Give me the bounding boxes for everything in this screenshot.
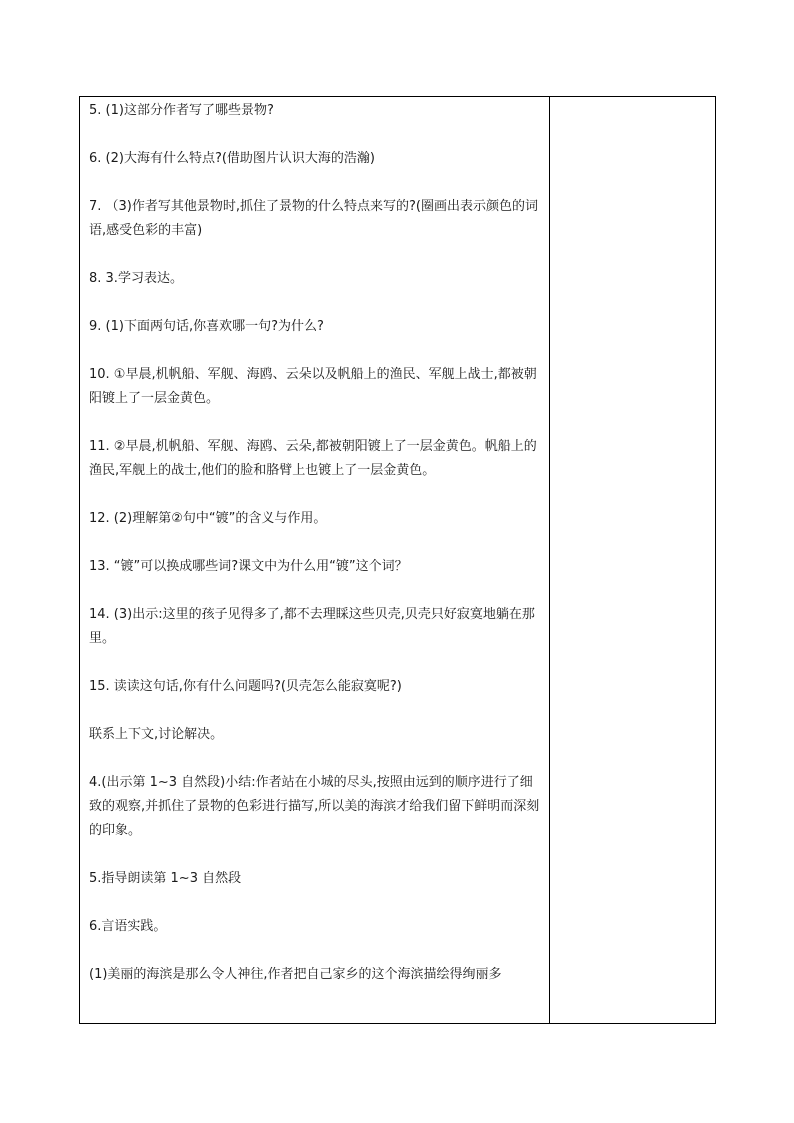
paragraph-15: 6.言语实践。 xyxy=(89,919,167,934)
lesson-content xyxy=(80,97,549,987)
paragraph-10: 14. (3)出示:这里的孩子见得多了,都不去理睬这些贝壳,贝壳只好寂寞地躺在那里。 xyxy=(89,607,535,646)
paragraph-1: 5. (1)这部分作者写了哪些景物? xyxy=(89,103,274,118)
paragraph-9: 13. “镀”可以换成哪些词?课文中为什么用“镀”这个词？ xyxy=(89,559,408,574)
paragraph-16: (1)美丽的海滨是那么令人神往,作者把自己家乡的这个海滨描绘得绚丽多 xyxy=(89,967,502,982)
lesson-content-cell xyxy=(80,97,550,1024)
paragraph-13: 4.(出示第 1~3 自然段)小结:作者站在小城的尽头,按照由远到的顺序进行了细致的观察,并抓住了景物的色彩进行描写,所以美的海滨才给我们留下鲜明而深刻的印象。 xyxy=(89,775,540,838)
paragraph-7: 11. ②早晨,机帆船、军舰、海鸥、云朵,都被朝阳镀上了一层金黄色。帆船上的渔民,军舰上的战士,他们的脸和胳臂上也镀上了一层金黄色。 xyxy=(89,439,537,478)
paragraph-8: 12. (2)理解第②句中“镀”的含义与作用。 xyxy=(89,511,327,526)
side-notes-cell xyxy=(550,97,716,1024)
paragraph-11: 15. 读读这句话,你有什么问题吗?(贝壳怎么能寂寞呢?) xyxy=(89,679,402,694)
paragraph-3: 7. （3)作者写其他景物时,抓住了景物的什么特点来写的?(圈画出表示颜色的词语,感受色彩的丰富) xyxy=(89,199,538,238)
paragraph-6: 10. ①早晨,机帆船、军舰、海鸥、云朵以及帆船上的渔民、军舰上战士,都被朝阳镀上了一层金黄色。 xyxy=(89,367,537,406)
paragraph-4: 8. 3.学习表达。 xyxy=(89,271,183,286)
paragraph-2: 6. (2)大海有什么特点?(借助图片认识大海的浩瀚) xyxy=(89,151,375,166)
table-row xyxy=(80,97,716,1024)
lesson-plan-table xyxy=(79,96,716,1024)
paragraph-14: 5.指导朗读第 1~3 自然段 xyxy=(89,871,242,886)
paragraph-5: 9. (1)下面两句话,你喜欢哪一句?为什么? xyxy=(89,319,324,334)
paragraph-12: 联系上下文,讨论解决。 xyxy=(89,727,224,742)
